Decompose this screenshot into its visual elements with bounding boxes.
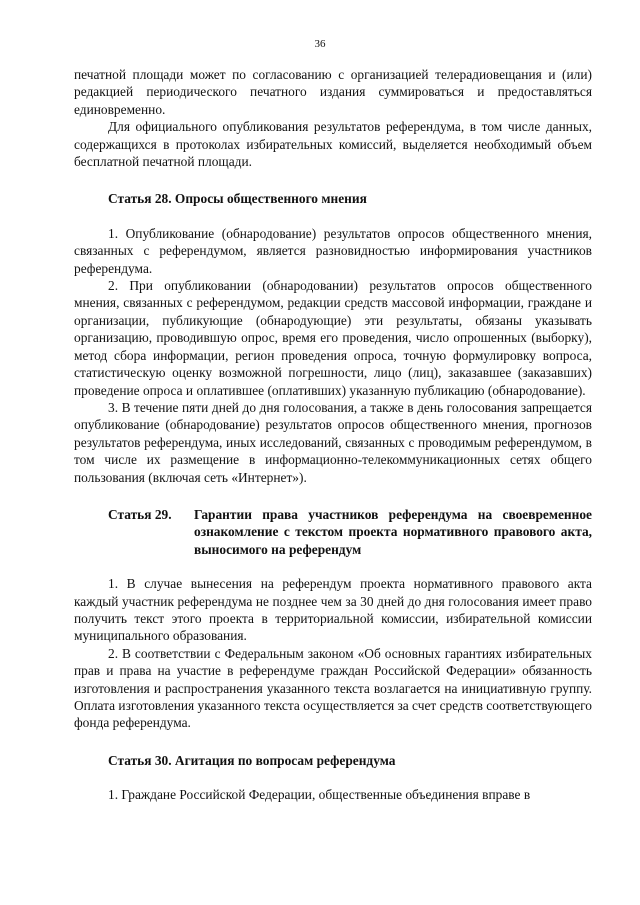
article-28-paragraph-2: 2. При опубликовании (обнародовании) результатов опросов общественного мнения, связанных с референдумом, редакции средств массовой информации, граждане и организации, публикующие (обнародующие) эти результаты, обязаны указывать организацию, проводившую опрос, время его проведения, число опрошенных (выборку), метод сбора информации, регион проведения опроса, точную формулировку вопроса, статистическую оценку возможной погрешности, лицо (лиц), заказавшее (заказавших) проведение опроса и оплатившее (оплативших) указанную публикацию (обнародование). (74, 278, 592, 398)
article-29-paragraph-2: 2. В соответствии с Федеральным законом «Об основных гарантиях избирательных прав и права на участие в референдуме граждан Российской Федерации» обязанность изготовления и распространения указанного текста возлагается на инициативную группу. Оплата изготовления указанного текста осуществляется за счет средств соответствующего фонда референдума. (74, 645, 592, 731)
article-28-title: Статья 28. Опросы общественного мнения (108, 191, 367, 207)
article-29-heading (74, 506, 592, 558)
paragraph-official-publication: Для официального опубликования результатов референдума, в том числе данных, содержащихся в протоколах избирательных комиссий, выделяется необходимый объем бесплатной печатной площади. (74, 119, 592, 170)
article-30-title: Статья 30. Агитация по вопросам референдума (108, 752, 396, 768)
article-29-number: Статья 29. (108, 506, 172, 522)
document-body (74, 66, 592, 804)
article-28-paragraph-1: 1. Опубликование (обнародование) результатов опросов общественного мнения, связанных с референдумом, является разновидностью информирования участников референдума. (74, 225, 592, 276)
article-28-paragraph-3: 3. В течение пяти дней до дня голосования, а также в день голосования запрещается опубликование (обнародование) результатов опросов общественного мнения, прогнозов результатов референдума, иных исследований, связанных с проводимым референдумом, в том числе их размещение в информационно-телекоммуникационных сетях общего пользования (включая сеть «Интернет»). (74, 399, 592, 485)
paragraph-continuation: печатной площади может по согласованию с организацией телерадиовещания и (или) редакцией периодического печатного издания суммироваться и предоставляться единовременно. (74, 67, 592, 117)
article-29-paragraph-1: 1. В случае вынесения на референдум проекта нормативного правового акта каждый участник референдума не позднее чем за 30 дней до дня голосования имеет право получить текст этого проекта в территориальной комиссии, избирательной комиссии муниципального образования. (74, 576, 592, 644)
page-number: 36 (314, 38, 326, 50)
article-29-title: Гарантии права участников референдума на своевременное ознакомление с текстом проекта нормативного правового акта, выносимого на референдум (194, 506, 592, 557)
article-30-paragraph-1: 1. Граждане Российской Федерации, общественные объединения вправе в (108, 787, 531, 803)
